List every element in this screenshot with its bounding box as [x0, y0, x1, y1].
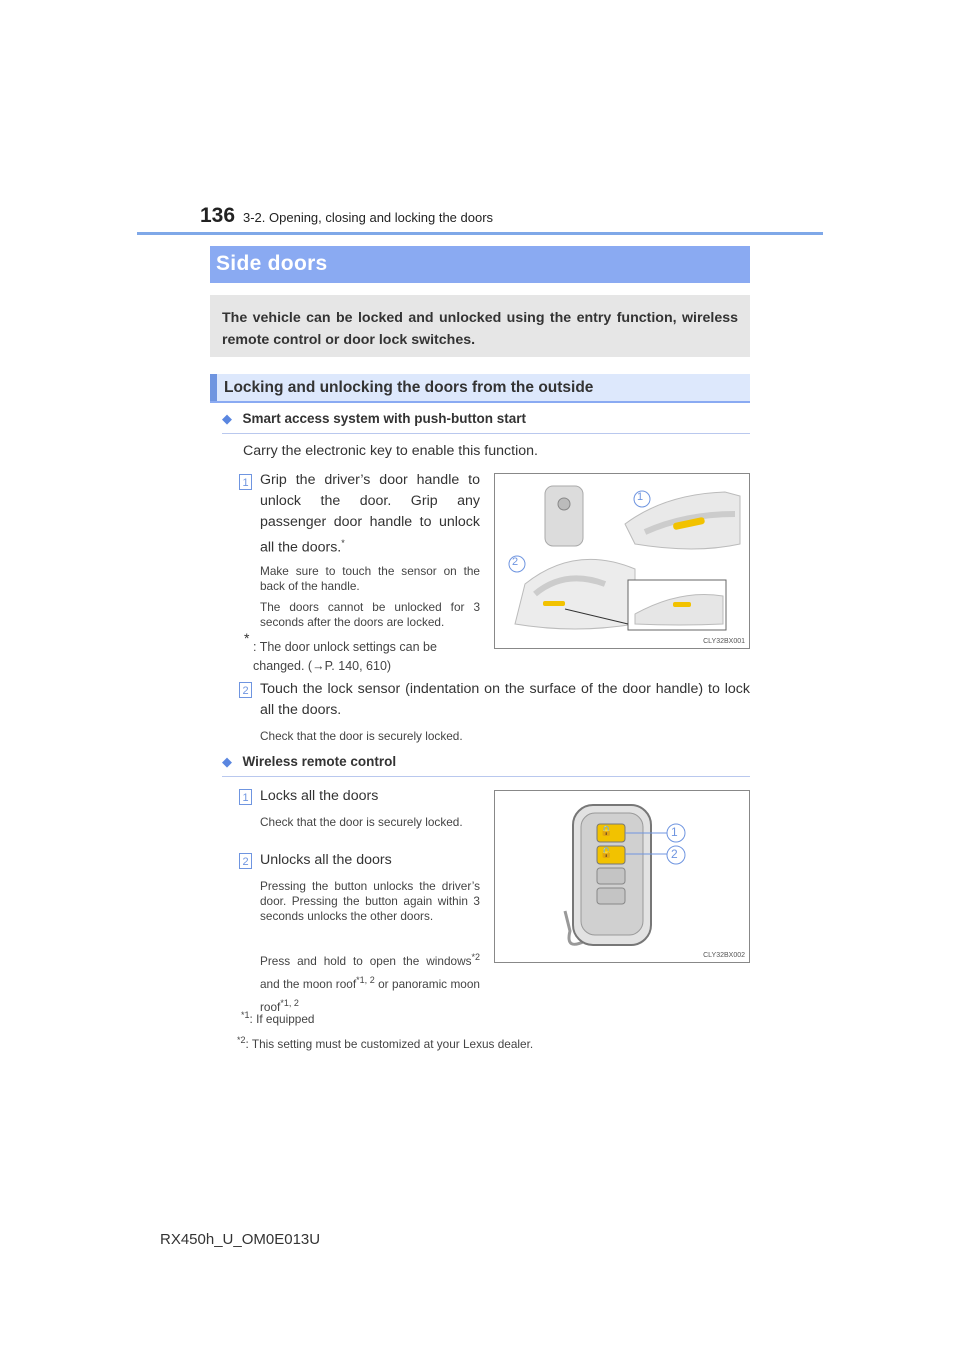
figure-1-callout-1: 1 — [637, 491, 644, 503]
document-code: RX450h_U_OM0E013U — [160, 1231, 321, 1248]
heading-rule — [222, 433, 750, 434]
item-1-note: Check that the door is securely locked. — [260, 815, 463, 829]
step-1-text: Grip the driver’s door handle to unlock the door. Grip any passenger door handle to unlock all the doors.* — [260, 472, 480, 556]
header-rule — [137, 232, 823, 235]
diamond-bullet-icon: ◆ — [222, 411, 232, 426]
subsection-title: Locking and unlocking the doors from the outside — [224, 379, 594, 396]
diamond-bullet-icon: ◆ — [222, 754, 232, 769]
footnote-star: * — [244, 630, 250, 646]
footnote-1: $^{*1}$: If equipped — [241, 1010, 315, 1026]
smart-access-lead: Carry the electronic key to enable this function. — [243, 443, 538, 459]
step-1-note-b: The doors cannot be unlocked for 3 seconds after the doors are locked. — [260, 600, 480, 629]
item-2-number: 2 — [239, 853, 252, 869]
figure-1-callout-2: 2 — [512, 556, 519, 568]
step-2-text: Touch the lock sensor (indentation on the surface of the door handle) to lock all the doors. — [260, 681, 750, 718]
footnote-2: $^{*2}$: This setting must be customized at your Lexus dealer. — [237, 1035, 534, 1051]
step-1-note-a: Make sure to touch the sensor on the back of the handle. — [260, 564, 480, 593]
wireless-heading: Wireless remote control — [242, 754, 397, 769]
wireless-heading-row — [222, 753, 396, 771]
figure-1-code: CLY32BX001 — [703, 638, 745, 645]
figure-2-callout-2: 2 — [671, 847, 678, 861]
subsection-underline — [210, 401, 750, 403]
heading-rule — [222, 776, 750, 777]
door-handle-illustration — [495, 474, 749, 648]
step-1-number: 1 — [239, 474, 252, 490]
door-handle-figure — [494, 473, 750, 649]
item-2-note: Pressing the button unlocks the driver’s door. Pressing the button again within 3 seconds unlocks the other doors. — [260, 879, 480, 923]
item-1-text: Locks all the doors — [260, 788, 379, 804]
figure-2-code: CLY32BX002 — [703, 952, 745, 959]
step-2-note: Check that the door is securely locked. — [260, 729, 463, 743]
smart-access-heading-row — [222, 410, 526, 428]
intro-text: The vehicle can be locked and unlocked using the entry function, wireless remote control or door lock switches. — [222, 310, 738, 348]
key-fob-illustration — [495, 791, 749, 962]
step-2-number: 2 — [239, 682, 252, 698]
unlock-button-icon: 🔓 — [600, 848, 613, 859]
key-fob-figure — [494, 790, 750, 963]
section-title: Side doors — [216, 252, 328, 275]
smart-access-heading: Smart access system with push-button start — [242, 411, 527, 426]
figure-2-callout-1: 1 — [671, 825, 678, 839]
item-2-note-windows: Press and hold to open the windows$^{*2}$ and the moon roof$^{*1, 2}$ or panoramic moon roof$^{*1, 2}$ — [260, 952, 480, 1014]
item-2-text: Unlocks all the doors — [260, 852, 392, 868]
item-1-number: 1 — [239, 789, 252, 805]
lock-button-icon: 🔒 — [600, 826, 613, 837]
page-number: 136 — [200, 204, 236, 227]
footnote-text: : The door unlock settings can be changed. (→P. 140, 610) — [253, 640, 437, 673]
running-head: 3-2. Opening, closing and locking the doors — [243, 210, 494, 225]
